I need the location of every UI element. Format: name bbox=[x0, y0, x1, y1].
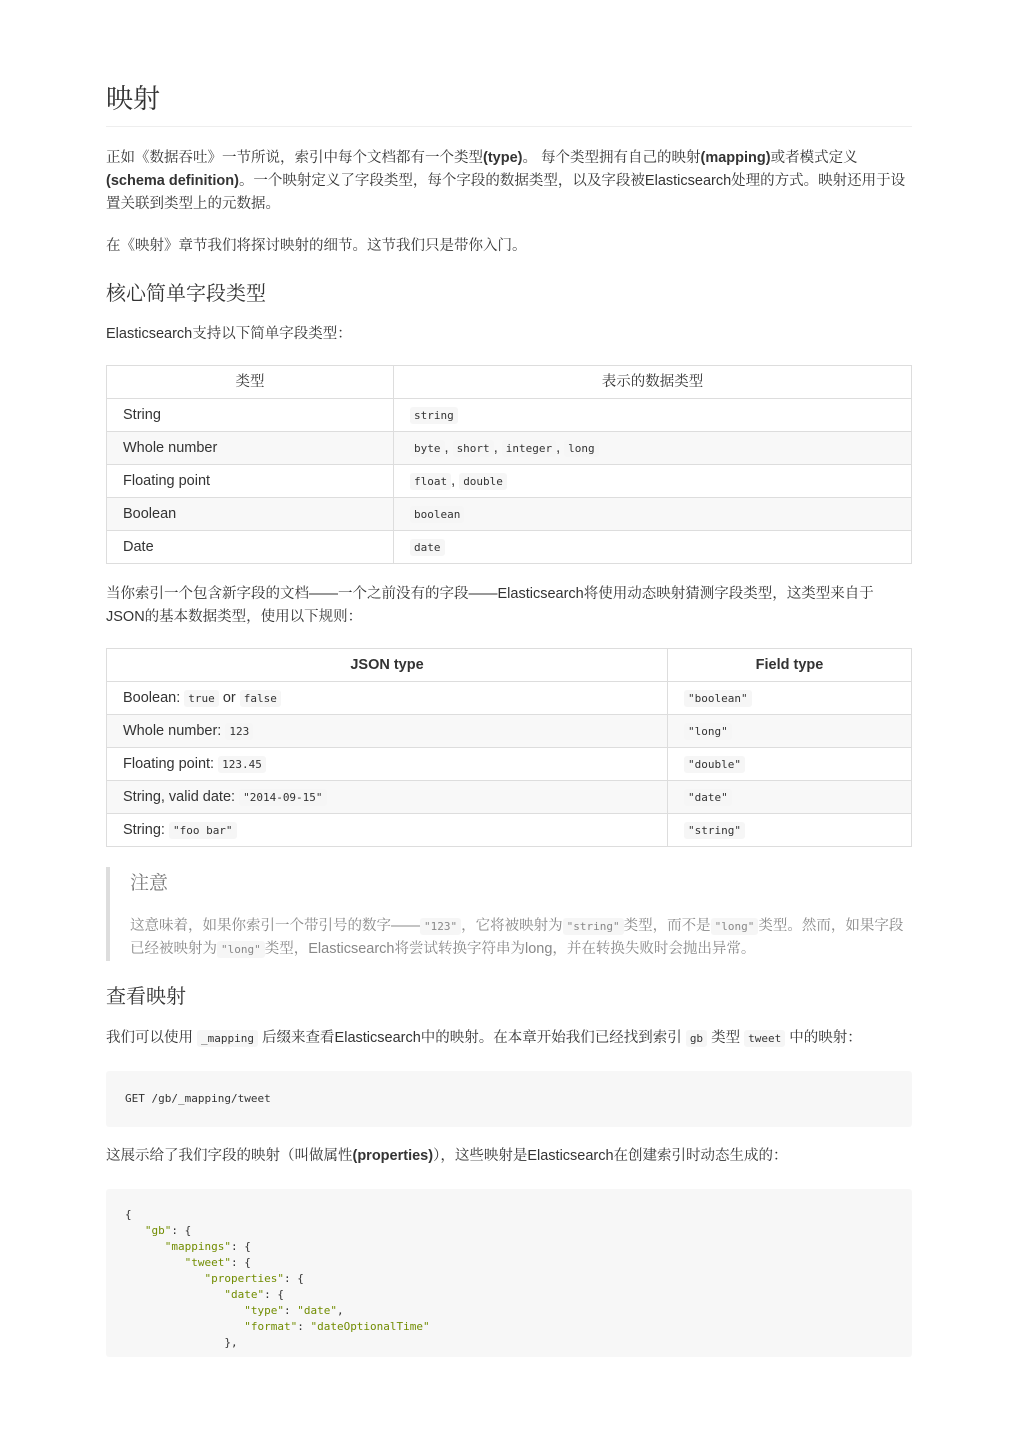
table-header-row bbox=[107, 649, 912, 682]
note-text: 这意味着，如果你索引一个带引号的数字—— "123" ，它将被映射为 "string" 类型，而不是 "long" 类型。然而，如果字段已经被映射为 "long" 类型，Elasticsearch将尝试转换字符串为long，并在转换失败时会抛出异常。 bbox=[130, 918, 904, 957]
column-header-type: 类型 bbox=[107, 366, 394, 399]
table-row: Date date bbox=[107, 531, 912, 564]
mapping-json-code-block: { "gb": { "mappings": { "tweet": { "properties": { "date": { "type": "date", "format": "dateOptionalTime" }, bbox=[106, 1189, 912, 1357]
table-row: Whole number: 123 "long" bbox=[107, 715, 912, 748]
column-header-field-type: Field type bbox=[668, 649, 912, 682]
table-row: Floating point float , double bbox=[107, 465, 912, 498]
column-header-data-type: 表示的数据类型 bbox=[394, 366, 912, 399]
table-row: Boolean: true or false "boolean" bbox=[107, 682, 912, 715]
table-row: Floating point: 123.45 "double" bbox=[107, 748, 912, 781]
json-type-table bbox=[106, 648, 912, 847]
properties-paragraph: 这展示给了我们字段的映射（叫做属性(properties)），这些映射是Elasticsearch在创建索引时动态生成的： bbox=[106, 1148, 788, 1164]
section-heading-view-mapping: 查看映射 bbox=[106, 984, 186, 1008]
dynamic-mapping-paragraph: 当你索引一个包含新字段的文档——一个之前没有的字段——Elasticsearch将使用动态映射猜测字段类型，这类型来自于JSON的基本数据类型，使用以下规则： bbox=[106, 586, 874, 625]
column-header-json-type: JSON type bbox=[107, 649, 668, 682]
intro-paragraph-2: 在《映射》章节我们将探讨映射的细节。这节我们只是带你入门。 bbox=[106, 238, 527, 254]
table-row: String: "foo bar" "string" bbox=[107, 814, 912, 847]
intro-paragraph: 正如《数据吞吐》一节所说，索引中每个文档都有一个类型(type)。 每个类型拥有自己的映射(mapping)或者模式定义(schema definition)。一个映射定义了字段类型，每个字段的数据类型，以及字段被Elasticsearch处理的方式。映射还用于设置关联到类型上的元数据。 bbox=[106, 150, 906, 212]
section-heading-core-types: 核心简单字段类型 bbox=[106, 281, 266, 305]
core-types-lead: Elasticsearch支持以下简单字段类型： bbox=[106, 326, 352, 342]
view-mapping-paragraph: 我们可以使用 _mapping 后缀来查看Elasticsearch中的映射。在本章开始我们已经找到索引 gb 类型 tweet 中的映射： bbox=[106, 1030, 862, 1046]
table-row: String string bbox=[107, 399, 912, 432]
table-row: Whole number byte , short , integer , long bbox=[107, 432, 912, 465]
table-header-row bbox=[107, 366, 912, 399]
core-types-table bbox=[106, 365, 912, 564]
note-heading: 注意 bbox=[130, 872, 169, 894]
table-row: String, valid date: "2014-09-15" "date" bbox=[107, 781, 912, 814]
page-title: 映射 bbox=[106, 80, 912, 127]
request-code-block: GET /gb/_mapping/tweet bbox=[106, 1071, 912, 1127]
note-block bbox=[106, 867, 912, 961]
table-row: Boolean boolean bbox=[107, 498, 912, 531]
